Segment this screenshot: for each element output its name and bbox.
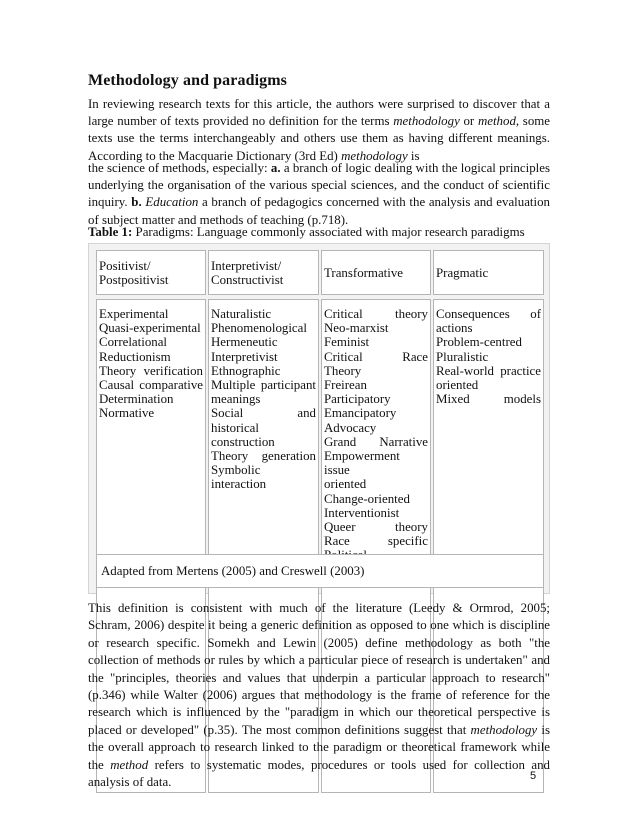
table-cell-line: Correlational — [99, 335, 168, 350]
section-heading: Methodology and paradigms — [88, 72, 287, 89]
page-number: 5 — [530, 770, 537, 782]
table-cell-line: Critical Race — [324, 349, 428, 364]
table-cell-line: Naturalistic — [211, 307, 272, 321]
table-cell-line: Mixed models — [436, 392, 541, 407]
table-cell-line: Advocacy — [324, 420, 377, 435]
table-cell-line: Critical theory — [324, 307, 428, 321]
table-cell-line: Determination — [99, 392, 174, 407]
table-cell-line: Problem-centred — [436, 335, 522, 350]
paragraph-discussion: This definition is consistent with much of the literature (Leedy & Ormrod, 2005; Schram, 2006) despite it being a generic definition as opposed to one which is discipline or research specific. Somekh and Lewin (2005) define methodology as both "the collection of methods or rules by which a particular piece of research is undertaken" and the "principles, theories and values that underpin a particular approach to research" (p.346) while Walter (2006) argues that methodology is the frame of reference for the research which is influenced by the "paradigm in which our theoretical perspective is placed or developed" (p.35). The most common definitions suggest that methodology is the overall approach to research linked to the paradigm or theoretical framework while the method refers to systematic modes, procedures or tools used for collection and analysis of data. — [88, 601, 550, 790]
table-cell-line: actions — [436, 321, 473, 336]
header-cell-transformative — [321, 250, 431, 295]
table-header-line: Pragmatic — [436, 266, 489, 280]
table-cell-line: Theory — [324, 363, 362, 378]
table-header-line: Postpositivist — [99, 273, 169, 288]
header-cell-interpretivist — [208, 250, 319, 295]
paragraph-intro: In reviewing research texts for this article, the authors were surprised to discover that a large number of texts provided no definition for the terms methodology or method, some texts use the terms interchangeably and others use them as having different meanings. According to the Macquarie Dictionary (3rd Ed) methodology is — [88, 97, 551, 163]
table-cell-line: Queer theory — [324, 520, 428, 535]
table-cell-line: Reductionism — [99, 349, 171, 364]
table-cell-line: Symbolic interaction — [211, 463, 267, 492]
table-cell-line: Real-world practice — [436, 363, 541, 378]
table-footnote: Adapted from Mertens (2005) and Creswell (2003) — [101, 564, 365, 578]
table-header-line: Positivist/ — [99, 259, 151, 273]
table-header-line: Transformative — [324, 266, 404, 280]
table-cell-line: meanings — [211, 392, 261, 407]
table-cell-line: Theory verification — [99, 363, 203, 378]
table-cell-line: Grand Narrative — [324, 434, 428, 449]
table-cell-line: Neo-marxist — [324, 321, 389, 336]
table-cell-line: Hermeneutic — [211, 335, 278, 350]
table-cell-line: Multiple participant — [211, 378, 316, 393]
table-cell-line: oriented — [436, 378, 479, 393]
table-cell-line: Interventionist — [324, 505, 400, 520]
table-cell-line: Pluralistic — [436, 349, 489, 364]
table-cell-line: Normative — [99, 406, 155, 421]
table-header-line: Interpretivist/ — [211, 259, 282, 273]
table-header-line: Constructivist — [211, 273, 284, 288]
table-cell-line: Race specific — [324, 534, 428, 549]
table-cell-line: Participatory — [324, 392, 391, 407]
paragraph-definition: the science of methods, especially: a. a branch of logic dealing with the logical principles underlying the organisation of the various special sciences, and the conduct of scientific inquiry. b. Education a branch of pedagogics concerned with the analysis and evaluation of subject matter and methods of teaching (p.718). — [88, 161, 550, 227]
table-cell-line: Freirean — [324, 378, 367, 393]
header-cell-pragmatic — [433, 250, 544, 295]
table-cell-line: Ethnographic — [211, 363, 281, 378]
table-cell-line: construction — [211, 434, 275, 449]
table-cell-line: Social and historical — [211, 406, 316, 435]
table-cell-line: Empowerment issue — [324, 449, 400, 478]
table-cell-line: Phenomenological — [211, 321, 307, 336]
table-cell-line: Emancipatory — [324, 406, 397, 421]
table-cell-line: Feminist — [324, 335, 370, 350]
table-cell-line: Change-oriented — [324, 491, 410, 506]
table-cell-line: oriented — [324, 477, 367, 492]
header-cell-positivist — [96, 250, 206, 295]
paradigms-table — [88, 243, 550, 594]
table-cell-line: Theory generation — [211, 449, 316, 464]
table-cell-line: Interpretivist — [211, 349, 278, 364]
table-cell-line: Causal comparative — [99, 378, 203, 393]
table-cell-line: Quasi-experimental — [99, 321, 201, 336]
table-caption: Table 1: Paradigms: Language commonly associated with major research paradigms — [88, 225, 525, 239]
table-footnote-cell — [96, 554, 544, 588]
table-cell-line: Experimental — [99, 307, 169, 321]
table-cell-line: Consequences of — [436, 307, 541, 321]
